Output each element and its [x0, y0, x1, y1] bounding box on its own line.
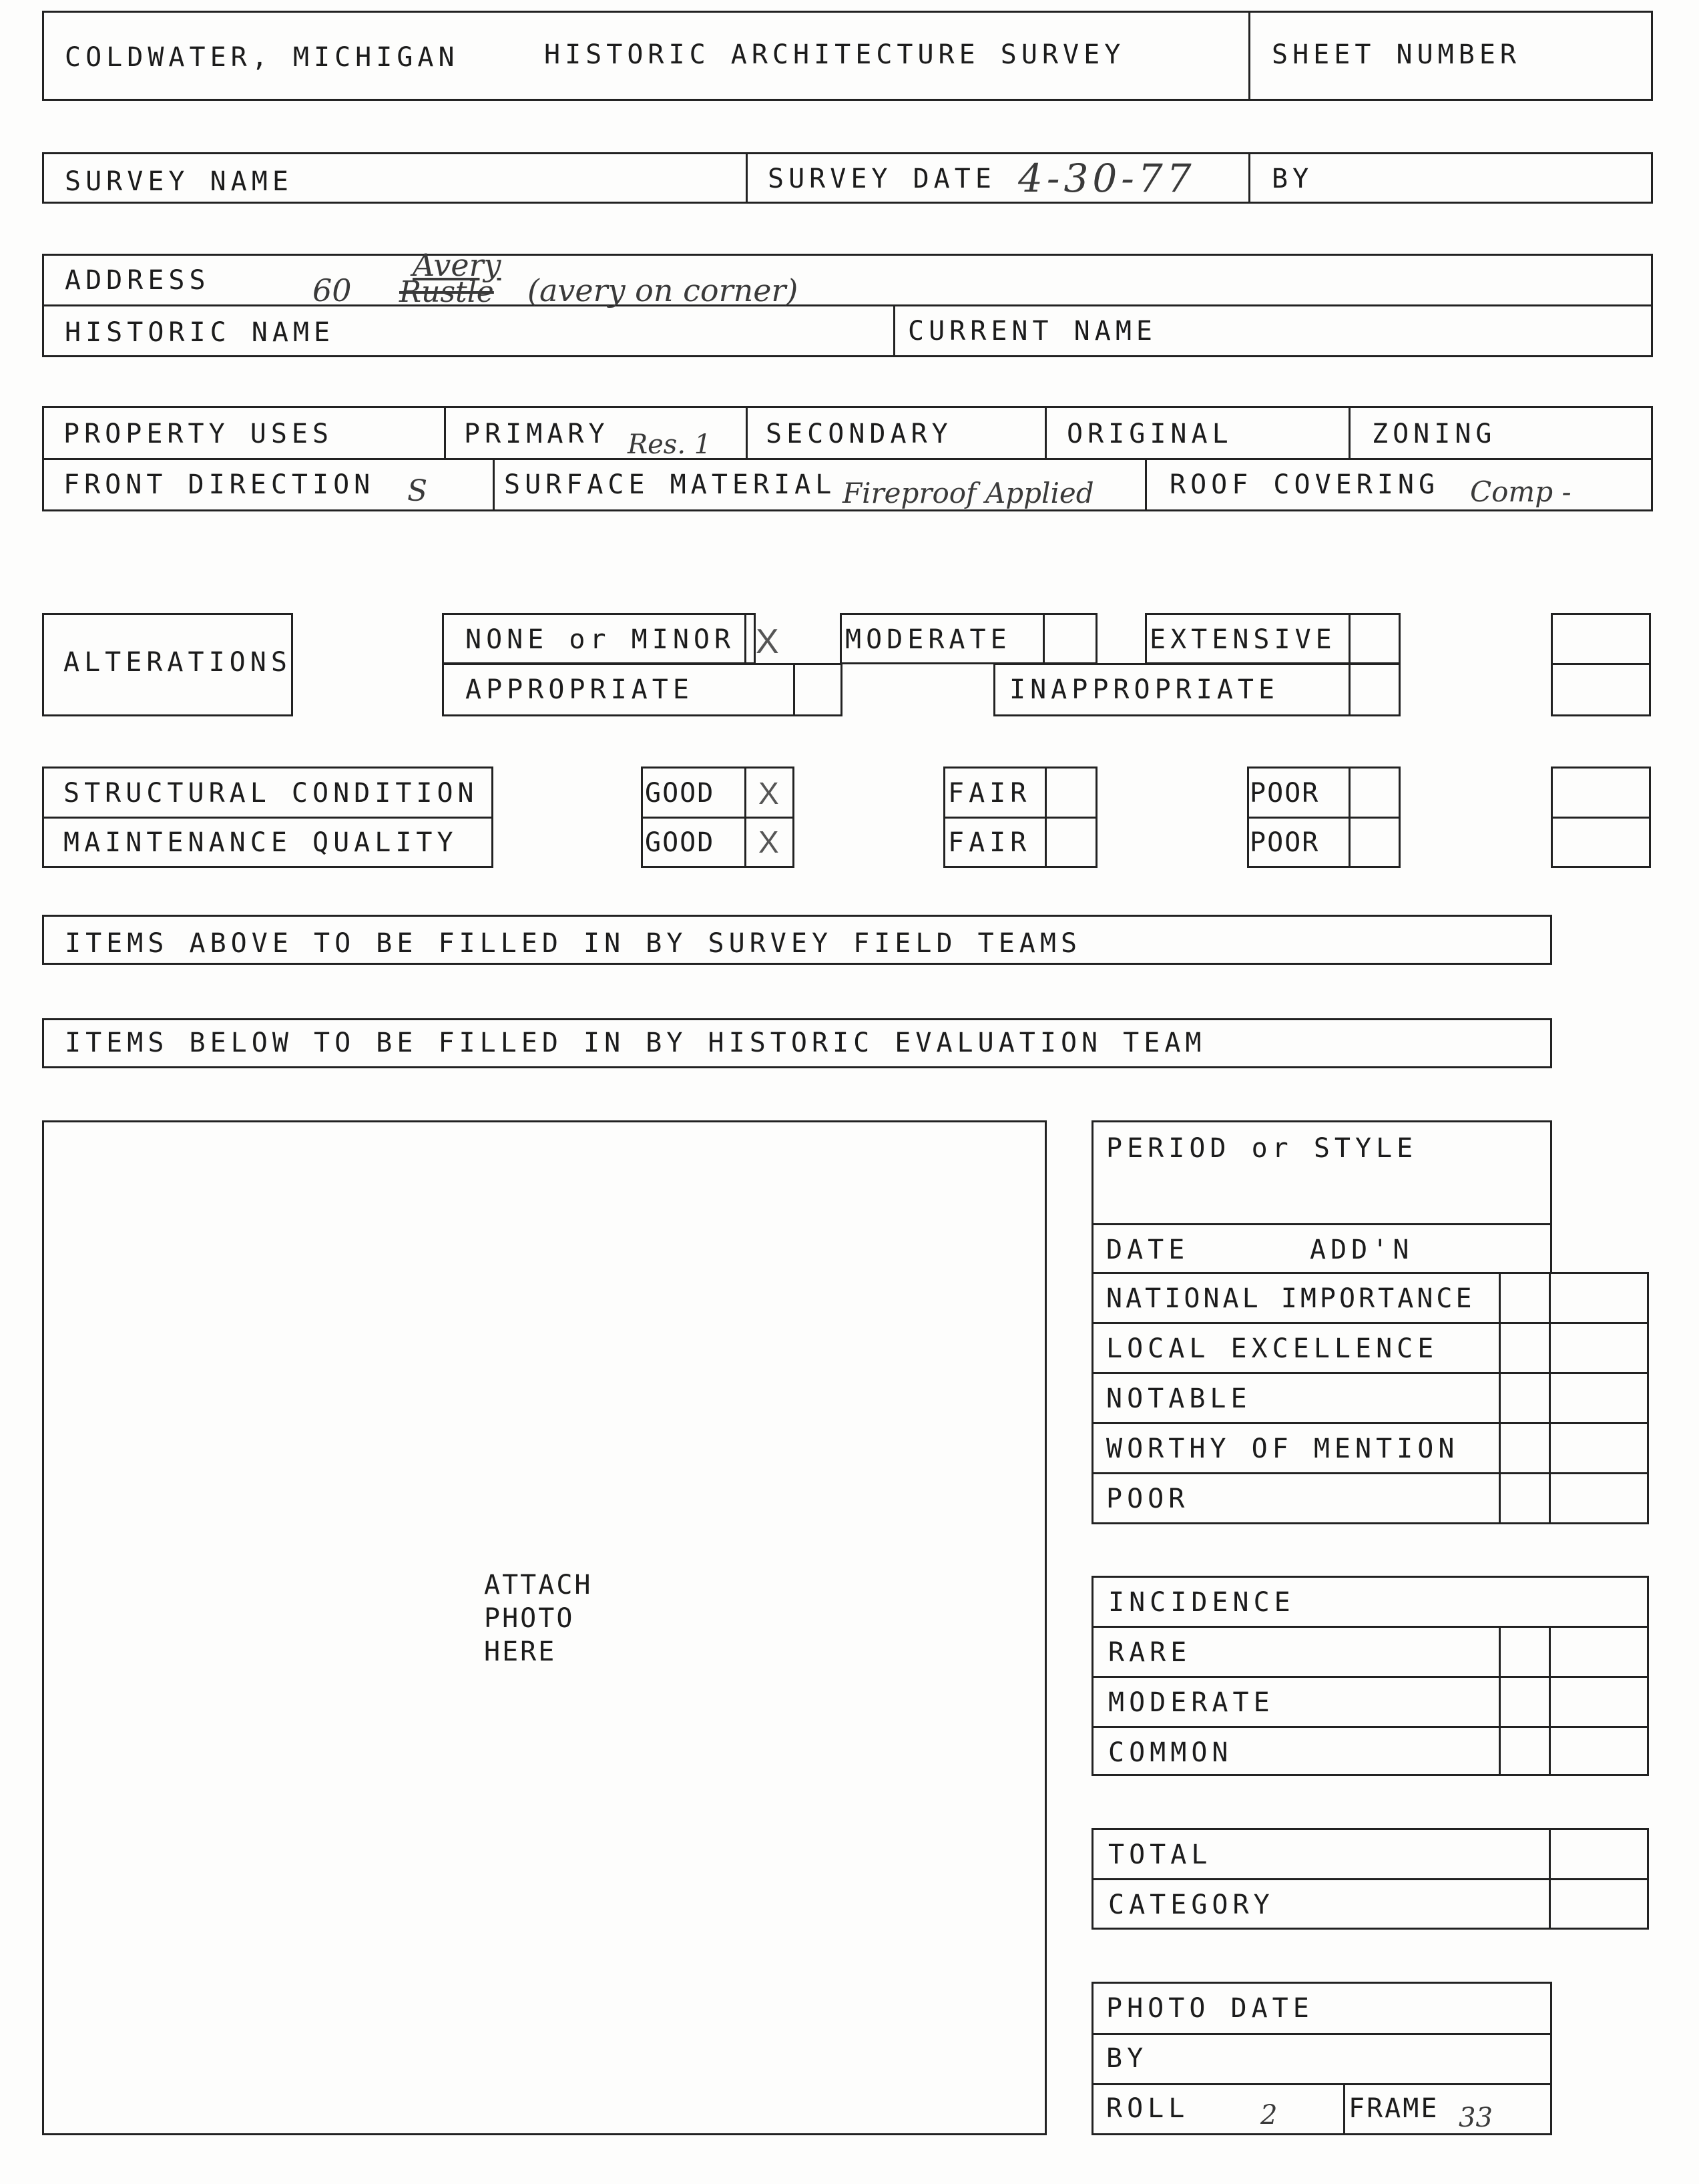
property-uses-label: PROPERTY USES [63, 419, 334, 449]
fair-row-line [943, 817, 1098, 819]
incidence-label: INCIDENCE [1108, 1587, 1295, 1618]
period-date-line [1091, 1223, 1552, 1225]
poor-checkbox-col[interactable] [1349, 767, 1351, 868]
current-name-divider [893, 304, 895, 357]
property-divider-zoning [1349, 406, 1351, 459]
secondary-label: SECONDARY [766, 419, 953, 449]
ratings-line-2 [1091, 1372, 1649, 1374]
photo-date-label: PHOTO DATE [1106, 1993, 1314, 2024]
address-row-line [42, 304, 1653, 306]
moderate-checkbox[interactable] [1043, 613, 1045, 664]
photo-info-line-1 [1091, 2033, 1552, 2035]
evaluation-team-note: ITEMS BELOW TO BE FILLED IN BY HISTORIC EVALUATION TEAM [65, 1028, 1206, 1058]
date-label: DATE [1106, 1235, 1190, 1265]
poor-row-line [1247, 817, 1401, 819]
surface-material-value: Fireproof Applied [842, 477, 1094, 509]
frame-value: 33 [1459, 2103, 1493, 2133]
incidence-score-col-2 [1549, 1626, 1551, 1776]
total-label: TOTAL [1108, 1839, 1212, 1870]
structural-poor-label: POOR [1250, 778, 1320, 809]
zoning-label: ZONING [1372, 419, 1497, 449]
address-note: (avery on corner) [527, 272, 798, 308]
front-direction-value: S [407, 474, 428, 508]
incidence-common: COMMON [1108, 1737, 1233, 1768]
address-street-struck: Rustle [399, 275, 494, 309]
rating-notable: NOTABLE [1106, 1383, 1252, 1414]
inappropriate-label: INAPPROPRIATE [1009, 674, 1280, 705]
photo-by-label: BY [1106, 2043, 1148, 2074]
ratings-line-1 [1091, 1322, 1649, 1324]
property-row-line [42, 458, 1653, 460]
structural-good-label: GOOD [645, 778, 715, 809]
address-street-correction: Avery [413, 247, 501, 283]
property-divider-roof [1145, 458, 1147, 511]
incidence-rare: RARE [1108, 1637, 1192, 1668]
primary-value: Res. 1 [628, 429, 712, 460]
good-row-line [641, 817, 794, 819]
rating-worthy-of-mention: WORTHY OF MENTION [1106, 1434, 1459, 1464]
city-label: COLDWATER, MICHIGAN [65, 42, 459, 73]
structural-good-mark: X [758, 776, 779, 811]
incidence-line-1 [1091, 1626, 1649, 1628]
survey-divider-1 [746, 152, 748, 204]
frame-label: FRAME [1349, 2093, 1439, 2124]
photo-line-2: PHOTO [484, 1603, 575, 1634]
historic-name-label: HISTORIC NAME [65, 317, 335, 348]
none-minor-label: NONE or MINOR [465, 624, 736, 655]
maintenance-fair-label: FAIR [948, 827, 1031, 858]
photo-line-3: HERE [484, 1636, 557, 1667]
maintenance-good-mark: X [758, 825, 779, 859]
incidence-moderate: MODERATE [1108, 1687, 1274, 1718]
current-name-label: CURRENT NAME [908, 316, 1157, 347]
alterations-label: ALTERATIONS [63, 647, 292, 678]
rating-poor: POOR [1106, 1484, 1190, 1514]
incidence-line-2 [1091, 1676, 1649, 1678]
survey-divider-2 [1248, 152, 1250, 204]
roll-value: 2 [1260, 2100, 1278, 2131]
ratings-line-4 [1091, 1472, 1649, 1474]
incidence-line-3 [1091, 1726, 1649, 1728]
none-minor-checkbox[interactable] [744, 613, 746, 664]
extensive-checkbox[interactable] [1349, 613, 1351, 664]
total-line [1091, 1878, 1649, 1880]
roof-covering-label: ROOF COVERING [1170, 469, 1440, 500]
ratings-line-3 [1091, 1422, 1649, 1424]
property-divider-surface [493, 458, 495, 511]
property-divider-secondary [746, 406, 748, 459]
good-checkbox-col[interactable] [744, 767, 746, 868]
rating-national-importance: NATIONAL IMPORTANCE [1106, 1283, 1475, 1314]
moderate-label: MODERATE [845, 624, 1011, 655]
appropriate-label: APPROPRIATE [465, 674, 694, 705]
incidence-score-col [1499, 1626, 1501, 1776]
rating-local-excellence: LOCAL EXCELLENCE [1106, 1333, 1439, 1364]
total-score-col [1549, 1828, 1551, 1930]
period-style-label: PERIOD or STYLE [1106, 1133, 1418, 1164]
photo-info-line-2 [1091, 2083, 1552, 2085]
survey-name-label: SURVEY NAME [65, 166, 293, 197]
roll-label: ROLL [1106, 2093, 1190, 2124]
ratings-score-col-2 [1549, 1272, 1551, 1524]
appropriate-checkbox[interactable] [793, 663, 795, 716]
property-divider-original [1045, 406, 1047, 459]
alterations-score-line [1551, 663, 1651, 665]
survey-date-label: SURVEY DATE [768, 164, 996, 194]
frame-divider [1343, 2083, 1345, 2135]
maintenance-poor-label: POOR [1250, 827, 1320, 858]
roof-covering-value: Comp - [1470, 475, 1571, 508]
sheet-number-label: SHEET NUMBER [1272, 39, 1521, 70]
front-direction-label: FRONT DIRECTION [63, 469, 375, 500]
condition-label-line [42, 817, 493, 819]
original-label: ORIGINAL [1067, 419, 1233, 449]
category-label: CATEGORY [1108, 1890, 1274, 1920]
addn-label: ADD'N [1310, 1235, 1414, 1265]
surface-material-label: SURFACE MATERIAL [504, 469, 836, 500]
fair-checkbox-col[interactable] [1045, 767, 1047, 868]
structural-fair-label: FAIR [948, 778, 1031, 809]
survey-date-value: 4-30-77 [1018, 156, 1196, 201]
maintenance-quality-label: MAINTENANCE QUALITY [63, 827, 458, 858]
ratings-score-col [1499, 1272, 1501, 1524]
inappropriate-checkbox[interactable] [1349, 663, 1351, 716]
primary-label: PRIMARY [464, 419, 610, 449]
maintenance-good-label: GOOD [645, 827, 715, 858]
condition-score-line [1551, 817, 1651, 819]
address-number: 60 [312, 272, 352, 308]
property-divider-primary [444, 406, 446, 459]
survey-by-label: BY [1272, 164, 1314, 194]
field-team-note: ITEMS ABOVE TO BE FILLED IN BY SURVEY FIELD TEAMS [65, 928, 1082, 959]
header-divider [1248, 11, 1250, 101]
structural-condition-label: STRUCTURAL CONDITION [63, 778, 479, 809]
extensive-label: EXTENSIVE [1150, 624, 1337, 655]
address-label: ADDRESS [65, 265, 210, 296]
none-minor-mark: X [756, 622, 779, 661]
photo-line-1: ATTACH [484, 1570, 593, 1600]
survey-title: HISTORIC ARCHITECTURE SURVEY [544, 39, 1126, 70]
